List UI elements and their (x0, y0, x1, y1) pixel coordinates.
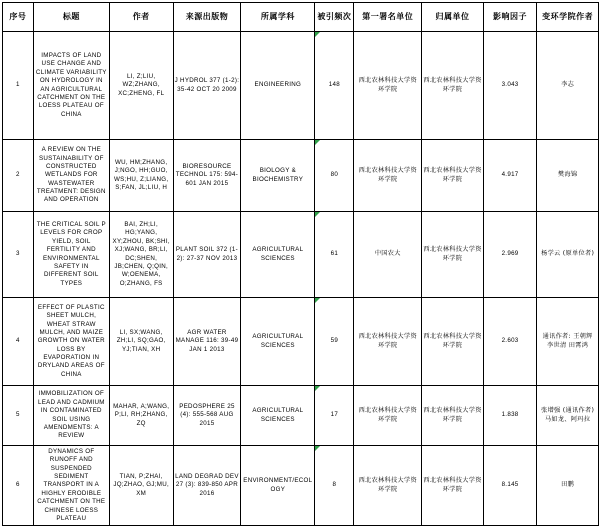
cell-authors: BAI, ZH;LI, HG;YANG, XY;ZHOU, BK;SHI, XJ;WANG, BR;LI, DC;SHEN, JB;CHEN, Q;QIN, W;OENEMA, O;ZHANG, FS (109, 212, 173, 298)
cell-impact-factor: 2.603 (483, 298, 536, 386)
cell-affiliation: 西北农林科技大学资环学院 (422, 446, 484, 526)
table-row (3, 446, 599, 526)
cell-subject: ENGINEERING (241, 32, 315, 140)
cell-affiliation: 西北农林科技大学资环学院 (422, 298, 484, 386)
cell-first-unit: 西北农林科技大学资环学院 (354, 32, 422, 140)
cell-impact-factor: 2.969 (483, 212, 536, 298)
cell-first-unit: 中国农大 (354, 212, 422, 298)
cell-subject: AGRICULTURAL SCIENCES (241, 386, 315, 446)
table-row (3, 32, 599, 140)
column-header-citations: 被引频次 (315, 3, 354, 32)
column-header-title: 标题 (33, 3, 109, 32)
cell-impact-factor: 1.838 (483, 386, 536, 446)
column-header-subject: 所属学科 (241, 3, 315, 32)
cell-impact-factor: 3.043 (483, 32, 536, 140)
cell-impact-factor: 8.145 (483, 446, 536, 526)
cell-journal: LAND DEGRAD DEV 27 (3): 839-850 APR 2016 (173, 446, 241, 526)
cell-index: 2 (3, 140, 34, 212)
column-header-first-unit: 第一署名单位 (354, 3, 422, 32)
cell-first-unit: 西北农林科技大学资环学院 (354, 446, 422, 526)
cell-journal: BIORESOURCE TECHNOL 175: 594-601 JAN 2015 (173, 140, 241, 212)
cell-subject: AGRICULTURAL SCIENCES (241, 298, 315, 386)
cell-college-authors: 李志 (537, 32, 599, 140)
cell-authors: WU, HM;ZHANG, J;NGO, HH;GUO, WS;HU, Z;LIANG, S;FAN, JL;LIU, H (109, 140, 173, 212)
cell-index: 3 (3, 212, 34, 298)
cell-college-authors: 张增强 (通讯作者) 马如龙、阿玛拉 (537, 386, 599, 446)
cell-first-unit: 西北农林科技大学资环学院 (354, 140, 422, 212)
column-header-impact-factor: 影响因子 (483, 3, 536, 32)
publications-table (2, 2, 599, 526)
cell-college-authors: 田鹏 (537, 446, 599, 526)
cell-citations: 80 (315, 140, 354, 212)
table-row (3, 140, 599, 212)
cell-affiliation: 西北农林科技大学资环学院 (422, 140, 484, 212)
cell-college-authors: 樊海锦 (537, 140, 599, 212)
cell-citations: 59 (315, 298, 354, 386)
cell-index: 6 (3, 446, 34, 526)
cell-college-authors: 通讯作者: 王朝辉 李世清 田霄鸿 (537, 298, 599, 386)
cell-authors: LI, Z;LIU, WZ;ZHANG, XC;ZHENG, FL (109, 32, 173, 140)
cell-subject: ENVIRONMENT/ECOLOGY (241, 446, 315, 526)
table-header-row (3, 3, 599, 32)
cell-title: EFFECT OF PLASTIC SHEET MULCH, WHEAT STRAW MULCH, AND MAIZE GROWTH ON WATER LOSS BY EVAPORATION IN DRYLAND AREAS OF CHINA (33, 298, 109, 386)
cell-title: THE CRITICAL SOIL P LEVELS FOR CROP YIELD, SOIL FERTILITY AND ENVIRONMENTAL SAFETY IN DIFFERENT SOIL TYPES (33, 212, 109, 298)
cell-title: DYNAMICS OF RUNOFF AND SUSPENDED SEDIMENT TRANSPORT IN A HIGHLY ERODIBLE CATCHMENT ON THE CHINESE LOESS PLATEAU (33, 446, 109, 526)
cell-citations: 61 (315, 212, 354, 298)
cell-impact-factor: 4.917 (483, 140, 536, 212)
cell-affiliation: 西北农林科技大学资环学院 (422, 32, 484, 140)
cell-journal: J HYDROL 377 (1-2): 35-42 OCT 20 2009 (173, 32, 241, 140)
cell-authors: MAHAR, A;WANG, P;LI, RH;ZHANG, ZQ (109, 386, 173, 446)
cell-citations: 148 (315, 32, 354, 140)
column-header-affiliation: 归属单位 (422, 3, 484, 32)
cell-affiliation: 西北农林科技大学资环学院 (422, 212, 484, 298)
table-row (3, 212, 599, 298)
cell-journal: PLANT SOIL 372 (1-2): 27-37 NOV 2013 (173, 212, 241, 298)
cell-index: 4 (3, 298, 34, 386)
column-header-index: 序号 (3, 3, 34, 32)
cell-first-unit: 西北农林科技大学资环学院 (354, 386, 422, 446)
cell-journal: PEDOSPHERE 25 (4): 555-568 AUG 2015 (173, 386, 241, 446)
cell-college-authors: 杨学云 (原单位者) (537, 212, 599, 298)
cell-affiliation: 西北农林科技大学资环学院 (422, 386, 484, 446)
cell-title: A REVIEW ON THE SUSTAINABILITY OF CONSTRUCTED WETLANDS FOR WASTEWATER TREATMENT: DESIGN AND OPERATION (33, 140, 109, 212)
cell-citations: 8 (315, 446, 354, 526)
cell-index: 5 (3, 386, 34, 446)
cell-authors: TIAN, P;ZHAI, JQ;ZHAO, GJ;MU, XM (109, 446, 173, 526)
table-row (3, 386, 599, 446)
cell-subject: AGRICULTURAL SCIENCES (241, 212, 315, 298)
table-row (3, 298, 599, 386)
cell-authors: LI, SX;WANG, ZH;LI, SQ;GAO, YJ;TIAN, XH (109, 298, 173, 386)
cell-citations: 17 (315, 386, 354, 446)
column-header-college-authors: 变环学院作者 (537, 3, 599, 32)
cell-title: IMPACTS OF LAND USE CHANGE AND CLIMATE VARIABILITY ON HYDROLOGY IN AN AGRICULTURAL CATCHMENT ON THE LOESS PLATEAU OF CHINA (33, 32, 109, 140)
column-header-journal: 来源出版物 (173, 3, 241, 32)
cell-first-unit: 西北农林科技大学资环学院 (354, 298, 422, 386)
cell-journal: AGR WATER MANAGE 116: 39-49 JAN 1 2013 (173, 298, 241, 386)
cell-index: 1 (3, 32, 34, 140)
column-header-authors: 作者 (109, 3, 173, 32)
cell-subject: BIOLOGY & BIOCHEMISTRY (241, 140, 315, 212)
cell-title: IMMOBILIZATION OF LEAD AND CADMIUM IN CONTAMINATED SOIL USING AMENDMENTS: A REVIEW (33, 386, 109, 446)
